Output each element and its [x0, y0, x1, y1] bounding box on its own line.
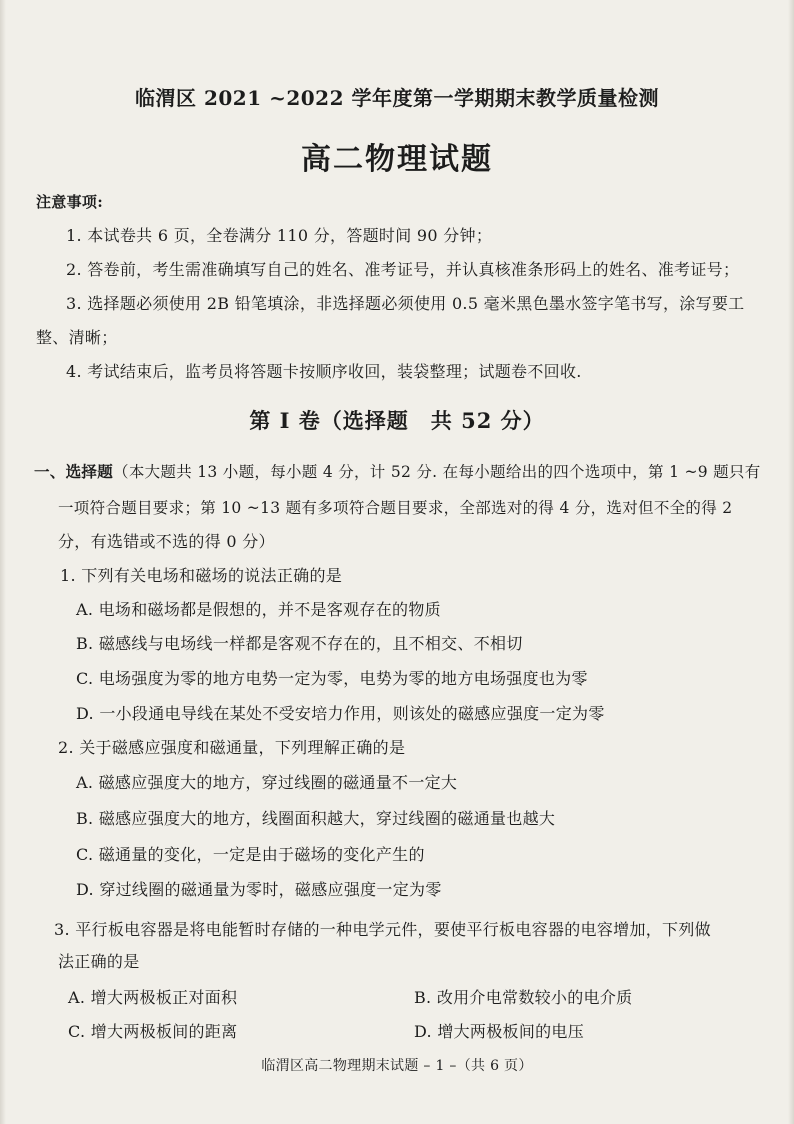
- notes-heading: 注意事项:: [36, 193, 104, 211]
- question-2-option-b: B. 磁感应强度大的地方，线圈面积越大，穿过线圈的磁通量也越大: [76, 809, 556, 828]
- section-intro-line-1: [34, 462, 761, 482]
- section-intro-line-2: 一项符合题目要求；第 10 ~13 题有多项符合题目要求，全部选对的得 4 分，选对但不全的得 2: [58, 499, 733, 517]
- question-3-stem-line-2: 法正确的是: [58, 952, 140, 971]
- question-2-stem: 2. 关于磁感应强度和磁通量，下列理解正确的是: [58, 738, 406, 757]
- note-item-1: 1. 本试卷共 6 页，全卷满分 110 分，答题时间 90 分钟；: [66, 226, 493, 245]
- page-footer: 临渭区高二物理期末试题 – 1 –（共 6 页）: [261, 1058, 533, 1074]
- question-3-option-b: B. 改用介电常数较小的电介质: [414, 988, 633, 1007]
- question-1-option-c: C. 电场强度为零的地方电势一定为零，电势为零的地方电场强度也为零: [76, 669, 588, 688]
- question-2-option-d: D. 穿过线圈的磁通量为零时，磁感应强度一定为零: [76, 880, 442, 899]
- question-3-option-d: D. 增大两极板间的电压: [414, 1022, 585, 1041]
- note-item-3-cont: 整、清晰；: [36, 328, 118, 347]
- section-title: 第 Ⅰ 卷（选择题 共 52 分）: [249, 408, 545, 433]
- section-intro-text-1: （本大题共 13 小题，每小题 4 分，计 52 分. 在每小题给出的四个选项中，第 1 ~9 题只有: [113, 463, 761, 481]
- question-3-stem-line-1: 3. 平行板电容器是将电能暂时存储的一种电学元件，要使平行板电容器的电容增加，下列做: [54, 920, 711, 939]
- question-1-option-b: B. 磁感线与电场线一样都是客观不存在的，且不相交、不相切: [76, 634, 523, 653]
- section-intro-label: 一、选择题: [34, 462, 114, 481]
- question-3-option-c: C. 增大两极板间的距离: [68, 1022, 238, 1041]
- note-item-4: 4. 考试结束后，监考员将答题卡按顺序收回，装袋整理；试题卷不回收.: [66, 362, 582, 381]
- question-3-option-a: A. 增大两极板正对面积: [68, 988, 238, 1007]
- exam-title: 临渭区 2021 ~2022 学年度第一学期期末教学质量检测: [135, 86, 659, 110]
- question-2-option-c: C. 磁通量的变化，一定是由于磁场的变化产生的: [76, 845, 425, 864]
- question-1-option-a: A. 电场和磁场都是假想的，并不是客观存在的物质: [76, 600, 441, 619]
- note-item-2: 2. 答卷前，考生需准确填写自己的姓名、准考证号，并认真核准条形码上的姓名、准考证号；: [66, 260, 740, 279]
- section-intro-line-3: 分，有选错或不选的得 0 分）: [58, 532, 275, 551]
- note-item-3: 3. 选择题必须使用 2B 铅笔填涂，非选择题必须使用 0.5 毫米黑色墨水签字笔书写，涂写要工: [66, 294, 745, 313]
- subject-title: 高二物理试题: [301, 142, 493, 177]
- question-2-option-a: A. 磁感应强度大的地方，穿过线圈的磁通量不一定大: [76, 773, 458, 792]
- question-1-option-d: D. 一小段通电导线在某处不受安培力作用，则该处的磁感应强度一定为零: [76, 704, 605, 723]
- question-1-stem: 1. 下列有关电场和磁场的说法正确的是: [60, 566, 343, 585]
